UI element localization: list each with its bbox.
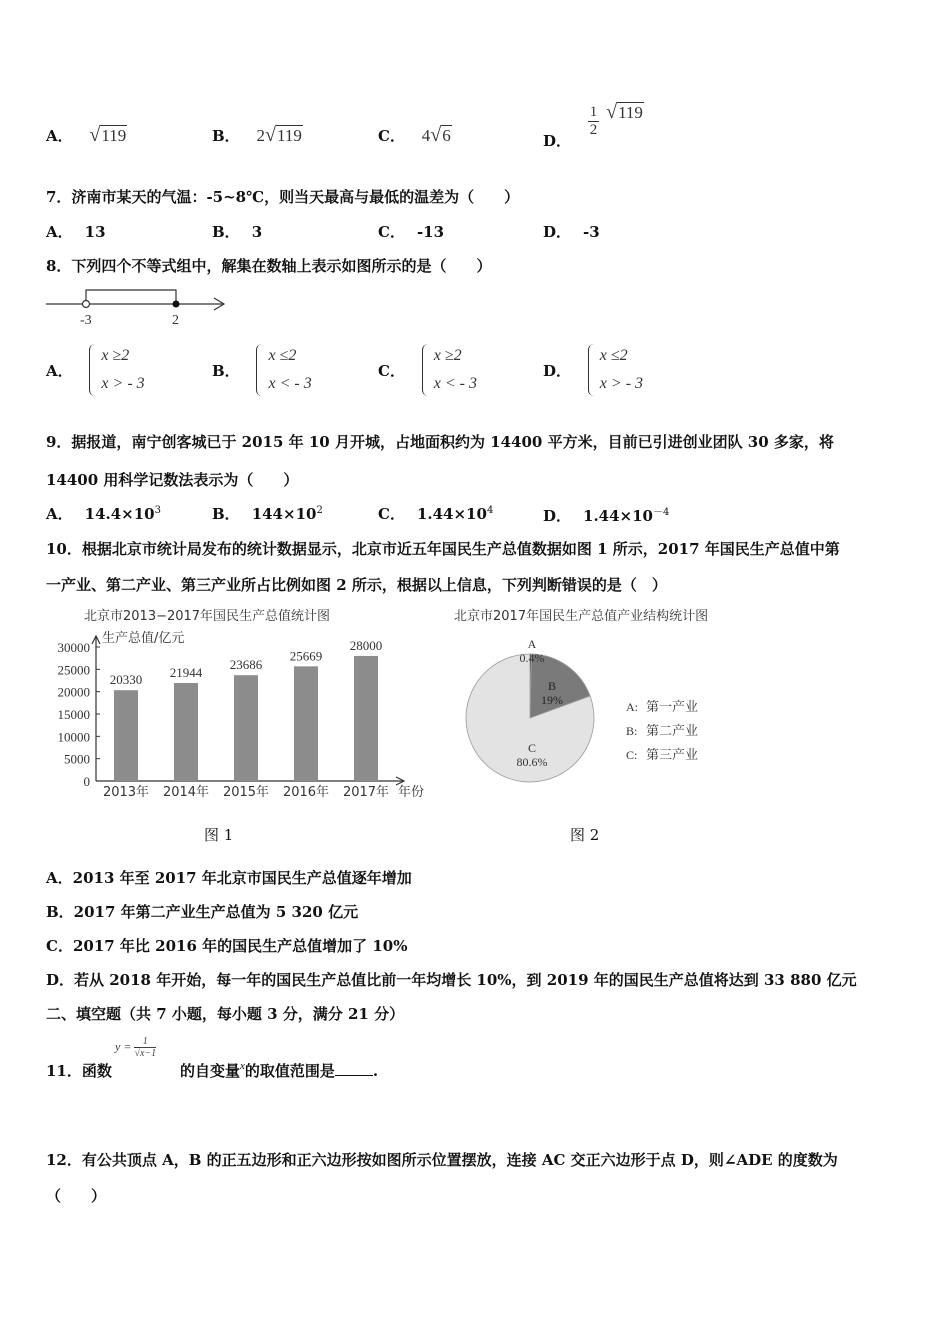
q8-option-a: A． x ≥2 x > - 3 xyxy=(46,342,145,398)
bar-chart-ylabel: 生产总值/亿元 xyxy=(102,631,185,646)
x-tick-label: 2015年 xyxy=(222,785,270,800)
bar-value-label: 25669 xyxy=(289,648,323,664)
pie-label-c-key: C xyxy=(527,741,537,755)
q12-text-line2: （ ） xyxy=(46,1187,107,1205)
bar xyxy=(174,683,198,781)
q8-text: 8．下列四个不等式组中，解集在数轴上表示如图所示的是（ ） xyxy=(46,257,492,275)
numberline-label-right: 2 xyxy=(172,313,179,328)
q10-option-d: D．若从 2018 年开始，每一年的国民生产总值比前一年均增长 10%，到 2019 年的国民生产总值将达到 33 880 亿元 xyxy=(46,971,857,989)
y-tick-label: 0 xyxy=(83,774,90,789)
q8-option-b: B． x ≤2 x < - 3 xyxy=(212,342,312,398)
bar-chart-title: 北京市2013−2017年国民生产总值统计图 xyxy=(84,609,331,624)
q9-option-c: C． $1.44\times 10^4$ xyxy=(378,505,494,523)
q9-option-b: B． $144\times 10^2$ xyxy=(212,505,323,523)
bar-value-label: 23686 xyxy=(229,657,263,673)
pie-label-b-key: B xyxy=(547,679,557,693)
figure1-caption: 图 1 xyxy=(204,826,234,844)
pie-chart xyxy=(446,600,756,806)
closed-circle-marker xyxy=(173,301,180,308)
q8-option-d: D． x ≤2 x > - 3 xyxy=(543,342,643,398)
y-tick-label: 25000 xyxy=(57,662,90,678)
x-tick-label: 2013年 xyxy=(102,785,150,800)
pie-label-b-pct: 19% xyxy=(541,693,563,707)
x-tick-label: 2016年 xyxy=(282,785,330,800)
pie-label-a-pct: 0.4% xyxy=(519,651,545,665)
q9-text-line2: 14400 用科学记数法表示为（ ） xyxy=(46,471,299,489)
x-tick-label: 2014年 xyxy=(162,785,210,800)
q6-option-c: C． 4√6 xyxy=(378,124,451,146)
pie-chart-title: 北京市2017年国民生产总值产业结构统计图 xyxy=(454,609,709,624)
q11-middle: 的自变量$^x$的取值范围是 . xyxy=(180,1060,379,1080)
y-tick-label: 5000 xyxy=(64,751,90,767)
q7-option-b: B． 3 xyxy=(212,223,263,241)
q9-text-line1: 9．据报道，南宁创客城已于 2015 年 10 月开城，占地面积约为 14400 平方米，目前已引进创业团队 30 多家，将 xyxy=(46,433,834,451)
legend-key: C: xyxy=(626,748,638,762)
x-tick-label: 2017年 xyxy=(342,785,390,800)
bar-chart-xlabel: 年份 xyxy=(398,785,425,800)
answer-blank[interactable] xyxy=(335,1075,373,1076)
legend-label: 第二产业 xyxy=(646,724,699,739)
q9-option-d: D． $1.44\times 10^{-4}$ xyxy=(543,507,670,525)
q12-text-line1: 12．有公共顶点 A，B 的正五边形和正六边形按如图所示位置摆放，连接 AC 交正六边形于点 D，则∠ADE 的度数为 xyxy=(46,1151,838,1169)
bar xyxy=(234,675,258,781)
q6-option-a: A． √119 xyxy=(46,124,127,146)
open-circle-marker xyxy=(83,301,90,308)
section-heading: 二、填空题（共 7 小题，每小题 3 分，满分 21 分） xyxy=(46,1005,405,1023)
q7-option-a: A． 13 xyxy=(46,223,106,241)
q10-option-c: C．2017 年比 2016 年的国民生产总值增加了 10% xyxy=(46,937,408,955)
bar-value-label: 28000 xyxy=(349,637,383,653)
q9-option-a: A． $14.4\times 10^3$ xyxy=(46,505,161,523)
q10-option-a: A．2013 年至 2017 年北京市国民生产总值逐年增加 xyxy=(46,869,412,887)
legend-key: B: xyxy=(626,724,638,738)
y-tick-label: 20000 xyxy=(57,684,90,700)
legend-key: A: xyxy=(626,700,638,714)
y-tick-label: 10000 xyxy=(57,729,90,745)
bar xyxy=(114,690,138,781)
bar-value-label: 20330 xyxy=(109,672,143,688)
y-tick-label: 30000 xyxy=(57,640,90,655)
numberline-label-left: -3 xyxy=(80,313,92,328)
bar-chart xyxy=(44,600,444,806)
pie-label-a-key: A xyxy=(527,637,537,651)
q11-formula: y = $\frac{1}{√x-1}$ xyxy=(115,1036,157,1059)
q7-option-c: C． -13 xyxy=(378,223,445,241)
legend-label: 第三产业 xyxy=(646,748,699,763)
q6-option-d: D． $\frac{1}{2}$ √119 xyxy=(543,100,643,150)
q7-text: 7．济南市某天的气温：-5~8℃，则当天最高与最低的温差为（ ） xyxy=(46,188,520,206)
q11-prefix: 11．函数 xyxy=(46,1062,112,1080)
pie-label-c-pct: 80.6% xyxy=(516,755,548,769)
q8-number-line xyxy=(44,282,234,328)
q8-option-c: C． x ≥2 x < - 3 xyxy=(378,342,477,398)
y-tick-label: 15000 xyxy=(57,707,90,722)
q7-option-d: D． -3 xyxy=(543,223,600,241)
bar xyxy=(294,666,318,781)
q10-text-line1: 10．根据北京市统计局发布的统计数据显示，北京市近五年国民生产总值数据如图 1 所示，2017 年国民生产总值中第 xyxy=(46,540,840,558)
q6-option-b: B． 2√119 xyxy=(212,124,302,146)
legend-label: 第一产业 xyxy=(646,700,699,715)
q10-option-b: B．2017 年第二产业生产总值为 5 320 亿元 xyxy=(46,903,359,921)
figure2-caption: 图 2 xyxy=(570,826,600,844)
bar xyxy=(354,656,378,781)
bar-value-label: 21944 xyxy=(169,664,203,680)
q10-text-line2: 一产业、第二产业、第三产业所占比例如图 2 所示，根据以上信息，下列判断错误的是（ ） xyxy=(46,576,667,594)
